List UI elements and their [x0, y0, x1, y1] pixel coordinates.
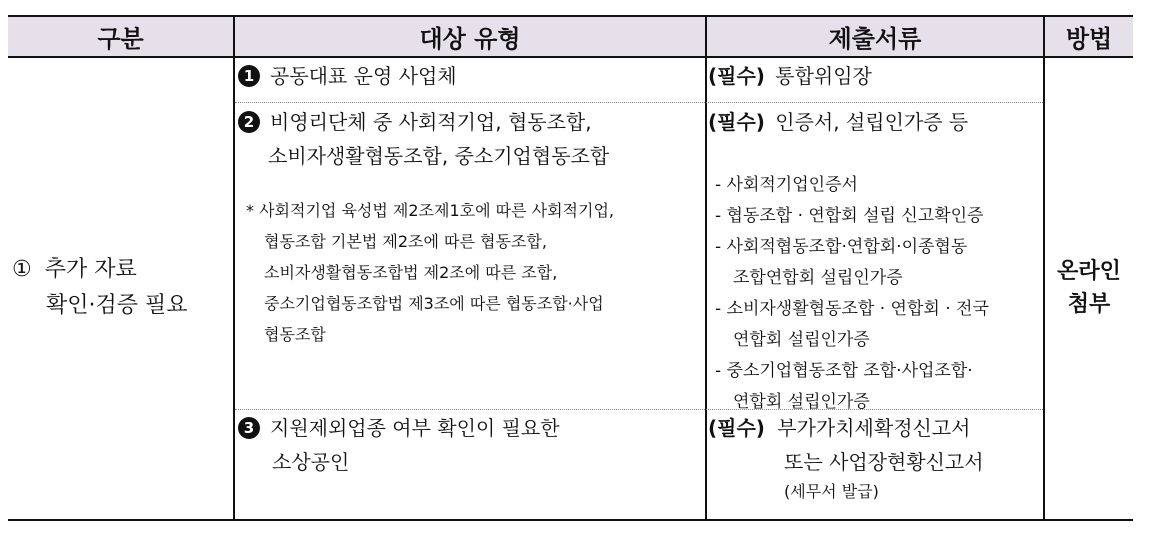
note-line: 소비자생활협동조합법 제2조에 따른 조합,	[264, 263, 558, 282]
row3-target-line2: 소상공인	[272, 450, 350, 474]
row3-required-doc-line2: 또는 사업장현황신고서	[784, 450, 984, 474]
row2-required-doc: 인증서, 설립인가증 등	[775, 110, 969, 134]
row3-required-doc-line1: 부가가치세확정신고서	[777, 416, 971, 440]
method-line2: 첨부	[1067, 291, 1111, 317]
row2-target	[238, 107, 703, 171]
row3-target	[238, 413, 703, 477]
method-cell	[1045, 56, 1133, 519]
row1-documents	[708, 61, 1041, 91]
header-target-type: 대상 유형	[419, 25, 521, 53]
header-documents: 제출서류	[828, 25, 922, 53]
row2-target-line1: 비영리단체 중 사회적기업, 협동조합,	[270, 110, 592, 134]
row3-documents	[708, 413, 1041, 507]
row2-doc-list	[715, 170, 1045, 418]
note-line: * 사회적기업 육성법 제2조제1호에 따른 사회적기업,	[246, 201, 614, 220]
header-category: 구분	[97, 25, 144, 53]
doc-list-item: - 사회적협동조합·연합회·이종협동	[715, 237, 968, 257]
required-tag: (필수)	[708, 64, 765, 88]
category-number: ①	[12, 256, 32, 282]
doc-list-item: - 소비자생활협동조합 · 연합회 · 전국	[715, 299, 989, 319]
row3-target-line1: 지원제외업종 여부 확인이 필요한	[270, 416, 560, 440]
category-cell	[8, 56, 233, 519]
doc-list-item-cont: 연합회 설립인가증	[733, 392, 870, 412]
circled-number-icon: 2	[238, 111, 260, 133]
column-divider	[233, 17, 235, 521]
required-tag: (필수)	[708, 110, 765, 134]
category-line2: 확인·검증 필요	[46, 292, 188, 318]
row1-required-doc: 통합위임장	[775, 64, 872, 88]
circled-number-icon: 1	[238, 65, 260, 87]
method-line1: 온라인	[1057, 258, 1121, 284]
category-line1: 추가 자료	[44, 256, 137, 282]
note-line: 협동조합 기본법 제2조에 따른 협동조합,	[264, 232, 547, 251]
row2-note	[246, 195, 701, 350]
row1-target-text: 공동대표 운영 사업체	[270, 64, 457, 88]
row3-required-sub: (세무서 발급)	[784, 482, 879, 501]
doc-list-item: - 협동조합 · 연합회 설립 신고확인증	[715, 206, 984, 226]
doc-list-item: - 사회적기업인증서	[715, 175, 858, 195]
table-header-row	[8, 17, 1133, 58]
requirements-table	[8, 15, 1133, 521]
row2-documents	[708, 107, 1041, 137]
note-line: 중소기업협동조합법 제3조에 따른 협동조합·사업	[264, 294, 604, 313]
circled-number-icon: 3	[238, 417, 260, 439]
note-line: 협동조합	[264, 325, 326, 344]
table-bottom-border	[8, 519, 1133, 521]
required-tag: (필수)	[708, 416, 765, 440]
row2-target-line2: 소비자생활협동조합, 중소기업협동조합	[268, 144, 610, 168]
row-separator	[235, 102, 1043, 103]
doc-list-item: - 중소기업협동조합 조합·사업조합·	[715, 361, 973, 381]
row1-target	[238, 61, 703, 91]
header-method: 방법	[1065, 25, 1113, 53]
doc-list-item-cont: 연합회 설립인가증	[733, 330, 870, 350]
column-divider	[705, 17, 707, 521]
doc-list-item-cont: 조합연합회 설립인가증	[733, 268, 903, 288]
